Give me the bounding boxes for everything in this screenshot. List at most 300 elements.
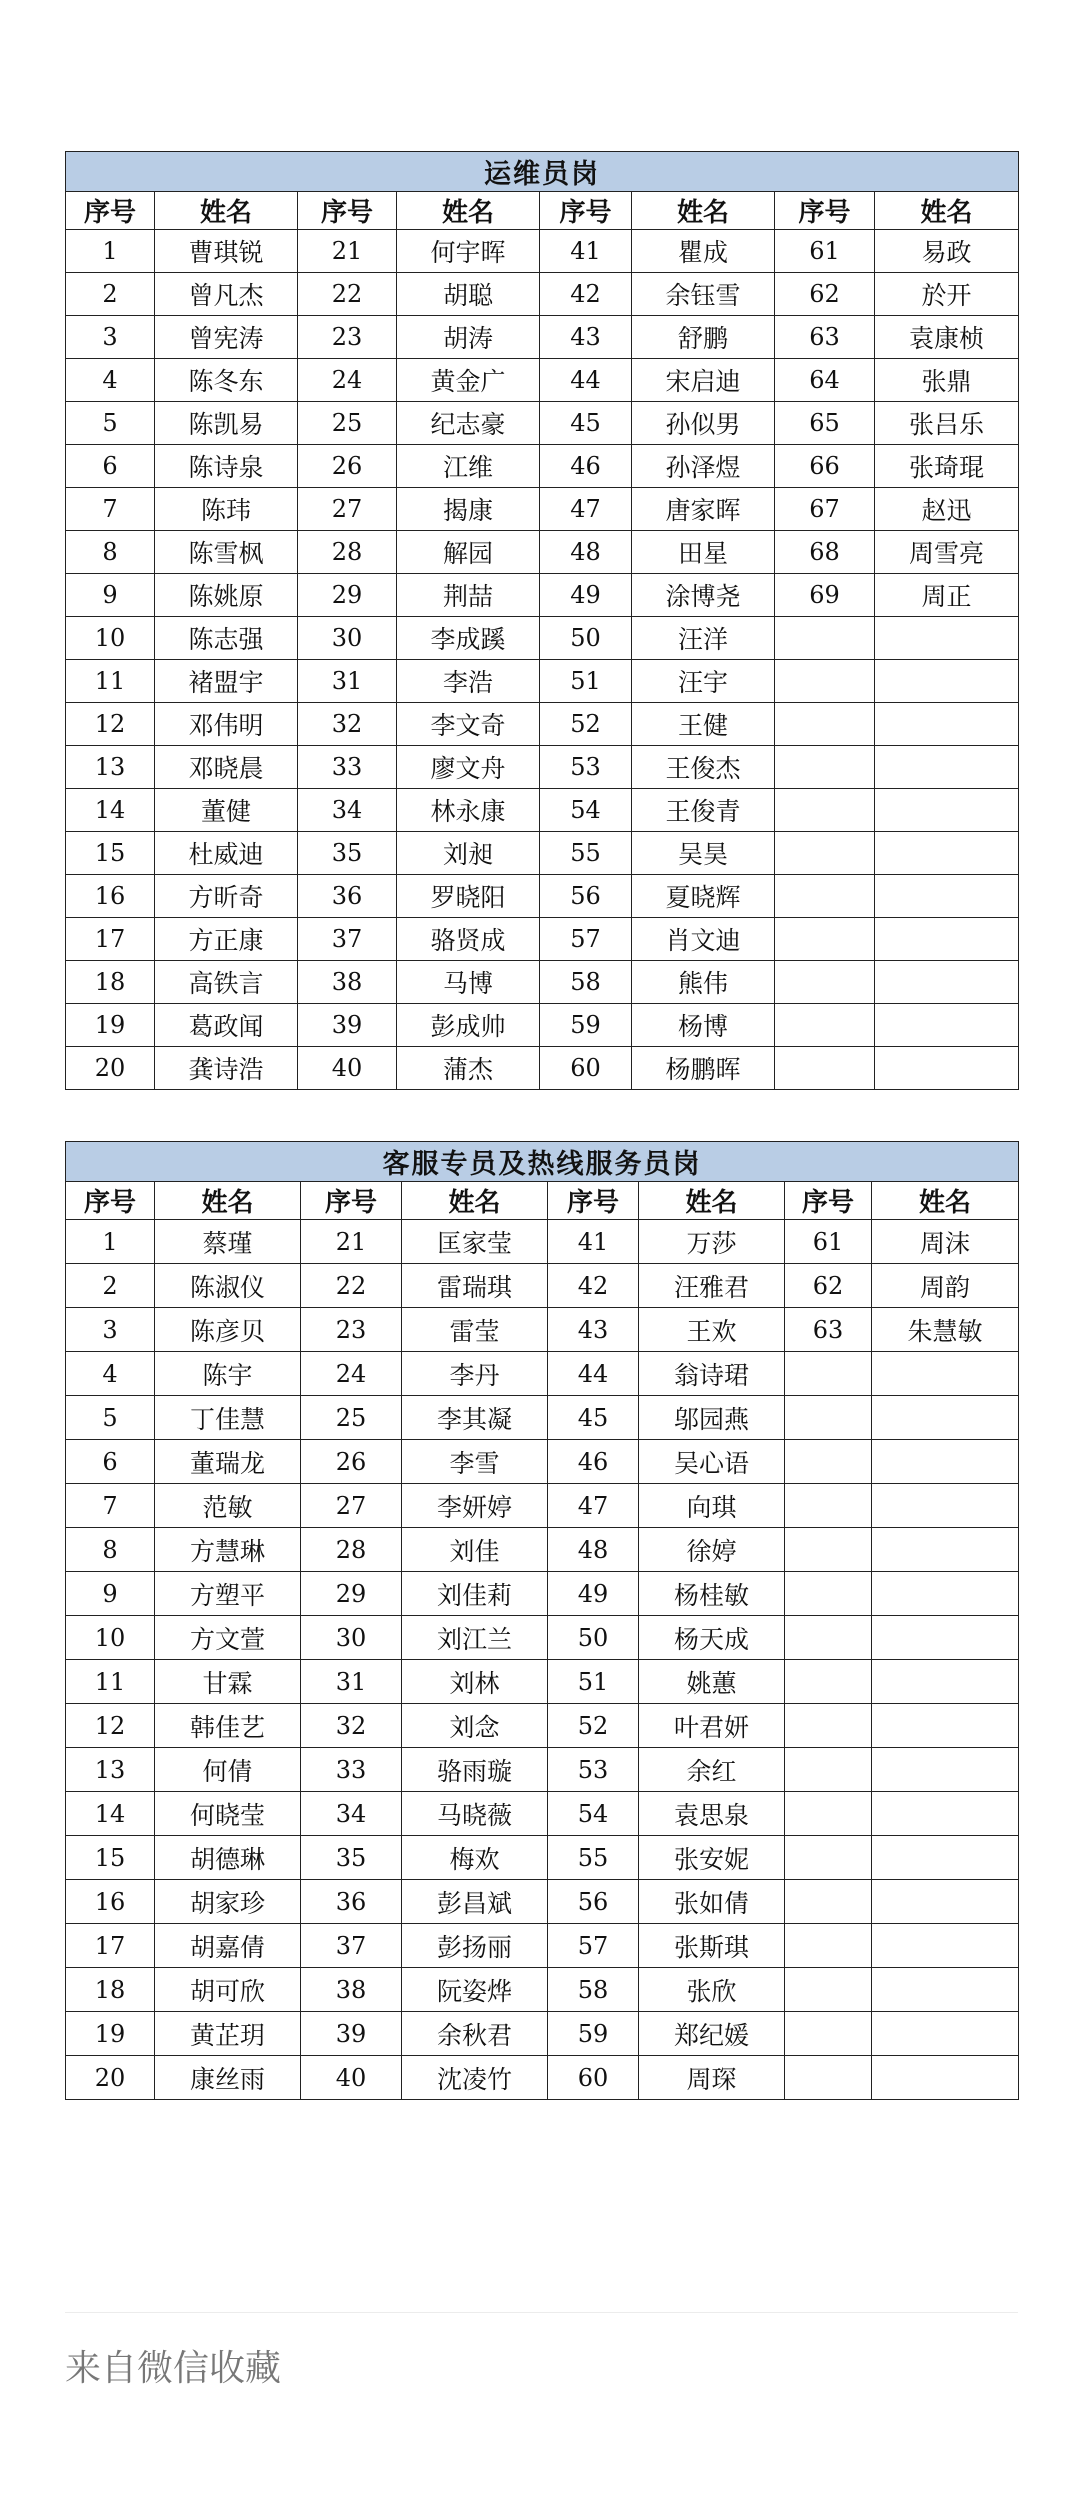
- cell-number: 43: [548, 1308, 639, 1352]
- cell-name: [875, 1004, 1019, 1047]
- cell-number: 69: [775, 574, 875, 617]
- cell-name: 江维: [397, 445, 540, 488]
- cell-name: 袁康桢: [875, 316, 1019, 359]
- table-row: [66, 961, 1019, 1004]
- cell-number: 18: [66, 961, 155, 1004]
- cell-name: 彭扬丽: [402, 1924, 548, 1968]
- cell-number: 32: [301, 1704, 402, 1748]
- cell-name: [875, 918, 1019, 961]
- cell-name: 肖文迪: [632, 918, 775, 961]
- cell-number: 14: [66, 789, 155, 832]
- cell-number: 56: [540, 875, 632, 918]
- cell-name: 袁思泉: [639, 1792, 785, 1836]
- table-yunweiyuan: [65, 151, 1019, 1090]
- cell-number: 60: [540, 1047, 632, 1090]
- cell-name: 梅欢: [402, 1836, 548, 1880]
- cell-number: 24: [301, 1352, 402, 1396]
- table-row: [66, 1704, 1019, 1748]
- cell-name: 彭昌斌: [402, 1880, 548, 1924]
- table-row: [66, 1484, 1019, 1528]
- cell-name: 涂博尧: [632, 574, 775, 617]
- table-body: [66, 1220, 1019, 2100]
- cell-name: [875, 703, 1019, 746]
- cell-name: 王俊杰: [632, 746, 775, 789]
- cell-name: 方慧琳: [155, 1528, 301, 1572]
- cell-number: 18: [66, 1968, 155, 2012]
- table-row: [66, 1396, 1019, 1440]
- cell-number: [785, 1660, 872, 1704]
- cell-number: 34: [298, 789, 397, 832]
- cell-name: 曾宪涛: [155, 316, 298, 359]
- cell-number: [775, 961, 875, 1004]
- cell-name: 龚诗浩: [155, 1047, 298, 1090]
- cell-name: 黄芷玥: [155, 2012, 301, 2056]
- cell-number: 59: [540, 1004, 632, 1047]
- cell-number: 31: [301, 1660, 402, 1704]
- cell-name: 陈玮: [155, 488, 298, 531]
- cell-name: [872, 1924, 1019, 1968]
- cell-number: [775, 1047, 875, 1090]
- cell-name: 张斯琪: [639, 1924, 785, 1968]
- cell-name: 於开: [875, 273, 1019, 316]
- cell-number: [775, 789, 875, 832]
- cell-number: 40: [301, 2056, 402, 2100]
- cell-number: 27: [301, 1484, 402, 1528]
- cell-number: 13: [66, 746, 155, 789]
- cell-name: 邬园燕: [639, 1396, 785, 1440]
- cell-number: 22: [298, 273, 397, 316]
- cell-number: 5: [66, 1396, 155, 1440]
- cell-number: 55: [548, 1836, 639, 1880]
- cell-number: 37: [301, 1924, 402, 1968]
- cell-name: 方昕奇: [155, 875, 298, 918]
- cell-name: 纪志豪: [397, 402, 540, 445]
- table-row: [66, 746, 1019, 789]
- cell-name: 胡可欣: [155, 1968, 301, 2012]
- cell-number: 65: [775, 402, 875, 445]
- cell-number: 36: [298, 875, 397, 918]
- cell-name: 董瑞龙: [155, 1440, 301, 1484]
- cell-number: 28: [301, 1528, 402, 1572]
- table-row: [66, 660, 1019, 703]
- cell-name: 陈诗泉: [155, 445, 298, 488]
- cell-name: 雷莹: [402, 1308, 548, 1352]
- cell-name: 田星: [632, 531, 775, 574]
- cell-name: [875, 1047, 1019, 1090]
- cell-number: 47: [548, 1484, 639, 1528]
- cell-name: 曹琪锐: [155, 230, 298, 273]
- cell-name: 李其凝: [402, 1396, 548, 1440]
- table-row: [66, 1968, 1019, 2012]
- cell-name: [872, 1968, 1019, 2012]
- cell-name: 唐家晖: [632, 488, 775, 531]
- cell-number: 61: [775, 230, 875, 273]
- column-header-name: 姓名: [872, 1182, 1019, 1220]
- cell-name: 汪雅君: [639, 1264, 785, 1308]
- cell-number: 28: [298, 531, 397, 574]
- column-header-name: 姓名: [397, 192, 540, 230]
- cell-number: [785, 1528, 872, 1572]
- cell-name: 胡嘉倩: [155, 1924, 301, 1968]
- cell-name: 张安妮: [639, 1836, 785, 1880]
- cell-name: 胡涛: [397, 316, 540, 359]
- cell-name: 揭康: [397, 488, 540, 531]
- cell-name: 蒲杰: [397, 1047, 540, 1090]
- cell-number: [785, 1836, 872, 1880]
- cell-number: 48: [540, 531, 632, 574]
- cell-number: 10: [66, 617, 155, 660]
- cell-name: 陈凯易: [155, 402, 298, 445]
- cell-name: 何宇晖: [397, 230, 540, 273]
- table-row: [66, 617, 1019, 660]
- cell-name: 方正康: [155, 918, 298, 961]
- cell-number: 63: [785, 1308, 872, 1352]
- cell-number: 21: [301, 1220, 402, 1264]
- cell-number: 60: [548, 2056, 639, 2100]
- cell-number: [785, 1792, 872, 1836]
- table-row: [66, 1528, 1019, 1572]
- table-row: [66, 402, 1019, 445]
- table-row: [66, 1572, 1019, 1616]
- cell-name: 胡聪: [397, 273, 540, 316]
- cell-number: 11: [66, 1660, 155, 1704]
- table-kefu-rexian: [65, 1141, 1019, 2100]
- cell-number: [785, 1968, 872, 2012]
- cell-name: 徐婷: [639, 1528, 785, 1572]
- cell-number: [785, 2056, 872, 2100]
- column-header-name: 姓名: [632, 192, 775, 230]
- cell-number: 54: [548, 1792, 639, 1836]
- cell-name: 朱慧敏: [872, 1308, 1019, 1352]
- cell-name: [872, 1880, 1019, 1924]
- column-header-number: 序号: [298, 192, 397, 230]
- cell-number: 63: [775, 316, 875, 359]
- cell-name: 陈宇: [155, 1352, 301, 1396]
- cell-name: [872, 1836, 1019, 1880]
- cell-number: 40: [298, 1047, 397, 1090]
- cell-number: 56: [548, 1880, 639, 1924]
- cell-name: [872, 1352, 1019, 1396]
- cell-number: 27: [298, 488, 397, 531]
- table-row: [66, 2056, 1019, 2100]
- cell-number: 9: [66, 1572, 155, 1616]
- cell-name: [872, 1660, 1019, 1704]
- cell-name: 向琪: [639, 1484, 785, 1528]
- cell-name: 万莎: [639, 1220, 785, 1264]
- cell-name: 骆雨璇: [402, 1748, 548, 1792]
- table-row: [66, 1748, 1019, 1792]
- cell-number: 49: [548, 1572, 639, 1616]
- cell-name: [875, 961, 1019, 1004]
- cell-name: 刘念: [402, 1704, 548, 1748]
- cell-number: [785, 1572, 872, 1616]
- cell-name: 周琛: [639, 2056, 785, 2100]
- cell-number: 6: [66, 445, 155, 488]
- cell-name: [872, 1528, 1019, 1572]
- cell-number: 15: [66, 832, 155, 875]
- cell-name: 李文奇: [397, 703, 540, 746]
- cell-name: 方文萱: [155, 1616, 301, 1660]
- cell-number: 52: [548, 1704, 639, 1748]
- cell-name: 杨桂敏: [639, 1572, 785, 1616]
- cell-name: [875, 617, 1019, 660]
- cell-name: [872, 1704, 1019, 1748]
- table-row: [66, 1924, 1019, 1968]
- cell-number: 15: [66, 1836, 155, 1880]
- column-header-name: 姓名: [155, 192, 298, 230]
- table-header-row: [66, 1182, 1019, 1220]
- cell-name: 杨博: [632, 1004, 775, 1047]
- cell-number: 1: [66, 1220, 155, 1264]
- cell-number: [785, 1352, 872, 1396]
- table-row: [66, 1004, 1019, 1047]
- cell-name: 刘佳莉: [402, 1572, 548, 1616]
- cell-name: 余秋君: [402, 2012, 548, 2056]
- cell-number: 25: [298, 402, 397, 445]
- column-header-number: 序号: [301, 1182, 402, 1220]
- cell-number: 66: [775, 445, 875, 488]
- table-row: [66, 703, 1019, 746]
- cell-number: 32: [298, 703, 397, 746]
- cell-number: 4: [66, 1352, 155, 1396]
- cell-name: 黄金广: [397, 359, 540, 402]
- column-header-number: 序号: [775, 192, 875, 230]
- cell-number: 23: [298, 316, 397, 359]
- table-body: [66, 230, 1019, 1090]
- cell-name: 张琦琨: [875, 445, 1019, 488]
- cell-name: 熊伟: [632, 961, 775, 1004]
- cell-name: 韩佳艺: [155, 1704, 301, 1748]
- cell-name: 周韵: [872, 1264, 1019, 1308]
- cell-name: 李浩: [397, 660, 540, 703]
- table-row: [66, 1880, 1019, 1924]
- cell-name: 李妍婷: [402, 1484, 548, 1528]
- cell-number: 7: [66, 488, 155, 531]
- cell-number: 20: [66, 2056, 155, 2100]
- table-row: [66, 918, 1019, 961]
- cell-name: 郑纪媛: [639, 2012, 785, 2056]
- cell-name: [872, 1396, 1019, 1440]
- cell-number: 59: [548, 2012, 639, 2056]
- column-header-name: 姓名: [639, 1182, 785, 1220]
- cell-name: 舒鹏: [632, 316, 775, 359]
- cell-name: 姚蕙: [639, 1660, 785, 1704]
- cell-name: 曾凡杰: [155, 273, 298, 316]
- cell-number: 30: [298, 617, 397, 660]
- cell-number: [785, 1924, 872, 1968]
- cell-number: 3: [66, 1308, 155, 1352]
- cell-name: 蔡瑾: [155, 1220, 301, 1264]
- cell-number: 55: [540, 832, 632, 875]
- cell-number: 41: [540, 230, 632, 273]
- cell-name: 陈冬东: [155, 359, 298, 402]
- cell-name: [875, 875, 1019, 918]
- cell-number: [775, 875, 875, 918]
- cell-number: 34: [301, 1792, 402, 1836]
- cell-number: [785, 2012, 872, 2056]
- column-header-name: 姓名: [155, 1182, 301, 1220]
- cell-number: [785, 1440, 872, 1484]
- cell-name: 刘佳: [402, 1528, 548, 1572]
- cell-name: 翁诗珺: [639, 1352, 785, 1396]
- cell-name: 刘林: [402, 1660, 548, 1704]
- cell-number: 51: [540, 660, 632, 703]
- table-row: [66, 574, 1019, 617]
- cell-number: 57: [548, 1924, 639, 1968]
- cell-name: 吴心语: [639, 1440, 785, 1484]
- cell-name: 廖文舟: [397, 746, 540, 789]
- cell-name: [872, 1440, 1019, 1484]
- table-title: 客服专员及热线服务员岗: [66, 1142, 1019, 1182]
- cell-number: 33: [298, 746, 397, 789]
- cell-number: 25: [301, 1396, 402, 1440]
- cell-number: [775, 703, 875, 746]
- table-row: [66, 875, 1019, 918]
- cell-name: 余红: [639, 1748, 785, 1792]
- cell-name: 宋启迪: [632, 359, 775, 402]
- cell-number: 62: [785, 1264, 872, 1308]
- table-row: [66, 1660, 1019, 1704]
- cell-name: 王俊青: [632, 789, 775, 832]
- cell-name: [872, 1616, 1019, 1660]
- cell-name: 陈姚原: [155, 574, 298, 617]
- cell-number: 24: [298, 359, 397, 402]
- cell-number: 5: [66, 402, 155, 445]
- cell-number: 36: [301, 1880, 402, 1924]
- cell-name: 邓伟明: [155, 703, 298, 746]
- cell-number: [785, 1616, 872, 1660]
- cell-number: 62: [775, 273, 875, 316]
- cell-name: 骆贤成: [397, 918, 540, 961]
- cell-number: 4: [66, 359, 155, 402]
- cell-number: 9: [66, 574, 155, 617]
- cell-name: 余钰雪: [632, 273, 775, 316]
- cell-number: [775, 1004, 875, 1047]
- cell-number: 21: [298, 230, 397, 273]
- cell-name: 何倩: [155, 1748, 301, 1792]
- column-header-name: 姓名: [402, 1182, 548, 1220]
- cell-number: [785, 1880, 872, 1924]
- cell-name: 陈雪枫: [155, 531, 298, 574]
- cell-number: 44: [540, 359, 632, 402]
- cell-name: 林永康: [397, 789, 540, 832]
- table-row: [66, 1836, 1019, 1880]
- cell-number: 17: [66, 918, 155, 961]
- cell-number: 14: [66, 1792, 155, 1836]
- cell-number: 54: [540, 789, 632, 832]
- cell-number: 26: [298, 445, 397, 488]
- cell-number: 39: [298, 1004, 397, 1047]
- cell-name: 解园: [397, 531, 540, 574]
- cell-number: 2: [66, 1264, 155, 1308]
- cell-number: [775, 660, 875, 703]
- cell-name: 雷瑞琪: [402, 1264, 548, 1308]
- cell-name: [872, 2012, 1019, 2056]
- cell-name: [872, 1792, 1019, 1836]
- cell-number: 33: [301, 1748, 402, 1792]
- cell-number: 43: [540, 316, 632, 359]
- cell-number: [785, 1748, 872, 1792]
- cell-name: 孙泽煜: [632, 445, 775, 488]
- table-row: [66, 230, 1019, 273]
- cell-name: 吴昊: [632, 832, 775, 875]
- cell-number: 17: [66, 1924, 155, 1968]
- cell-number: 45: [540, 402, 632, 445]
- cell-name: 陈淑仪: [155, 1264, 301, 1308]
- cell-number: [785, 1396, 872, 1440]
- cell-number: 19: [66, 1004, 155, 1047]
- table-row: [66, 832, 1019, 875]
- cell-number: 29: [301, 1572, 402, 1616]
- cell-name: 褚盟宇: [155, 660, 298, 703]
- cell-number: 57: [540, 918, 632, 961]
- table-row: [66, 1440, 1019, 1484]
- column-header-number: 序号: [540, 192, 632, 230]
- cell-number: [775, 918, 875, 961]
- table-row: [66, 1264, 1019, 1308]
- cell-number: 29: [298, 574, 397, 617]
- table-row: [66, 316, 1019, 359]
- cell-name: [872, 1572, 1019, 1616]
- cell-name: 易政: [875, 230, 1019, 273]
- cell-number: 26: [301, 1440, 402, 1484]
- cell-number: 53: [540, 746, 632, 789]
- cell-name: [875, 832, 1019, 875]
- cell-number: 38: [298, 961, 397, 1004]
- table-row: [66, 1308, 1019, 1352]
- cell-number: 30: [301, 1616, 402, 1660]
- cell-number: 12: [66, 703, 155, 746]
- cell-name: [872, 2056, 1019, 2100]
- cell-name: 杨鹏晖: [632, 1047, 775, 1090]
- cell-name: 张欣: [639, 1968, 785, 2012]
- cell-name: 李雪: [402, 1440, 548, 1484]
- cell-name: 叶君妍: [639, 1704, 785, 1748]
- cell-number: 7: [66, 1484, 155, 1528]
- cell-name: 周雪亮: [875, 531, 1019, 574]
- cell-name: 高铁言: [155, 961, 298, 1004]
- footer-divider: [65, 2312, 1018, 2313]
- table-title: 运维员岗: [66, 152, 1019, 192]
- cell-number: 61: [785, 1220, 872, 1264]
- cell-name: 汪宇: [632, 660, 775, 703]
- cell-name: 方塑平: [155, 1572, 301, 1616]
- cell-name: 张鼎: [875, 359, 1019, 402]
- cell-number: 16: [66, 1880, 155, 1924]
- cell-name: 王健: [632, 703, 775, 746]
- cell-name: 杜威迪: [155, 832, 298, 875]
- cell-number: 53: [548, 1748, 639, 1792]
- cell-name: 丁佳慧: [155, 1396, 301, 1440]
- cell-name: 陈志强: [155, 617, 298, 660]
- cell-number: 50: [548, 1616, 639, 1660]
- cell-number: 3: [66, 316, 155, 359]
- cell-number: 41: [548, 1220, 639, 1264]
- table-row: [66, 531, 1019, 574]
- column-header-number: 序号: [548, 1182, 639, 1220]
- cell-number: 44: [548, 1352, 639, 1396]
- column-header-name: 姓名: [875, 192, 1019, 230]
- cell-name: 张吕乐: [875, 402, 1019, 445]
- cell-number: 8: [66, 1528, 155, 1572]
- cell-number: 10: [66, 1616, 155, 1660]
- cell-number: 1: [66, 230, 155, 273]
- cell-name: 彭成帅: [397, 1004, 540, 1047]
- cell-name: 赵迅: [875, 488, 1019, 531]
- table-row: [66, 1220, 1019, 1264]
- cell-number: 50: [540, 617, 632, 660]
- cell-name: 范敏: [155, 1484, 301, 1528]
